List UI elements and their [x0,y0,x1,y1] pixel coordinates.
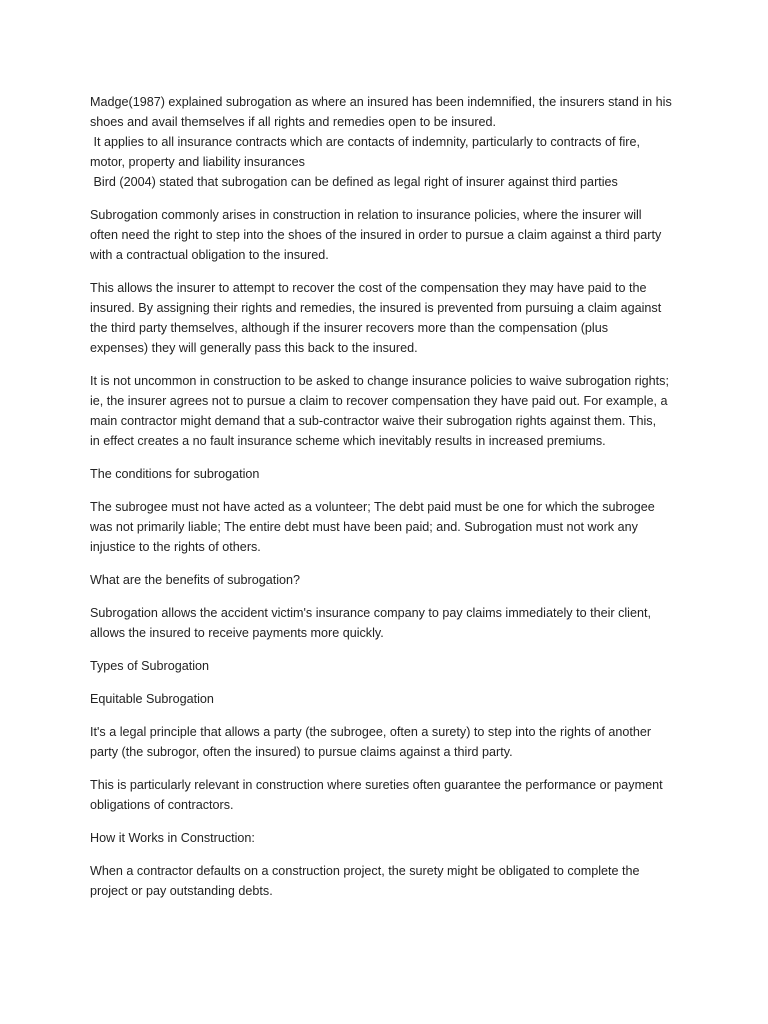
text-line: motor, property and liability insurances [90,155,305,169]
text-line: Bird (2004) stated that subrogation can be defined as legal right of insurer against third parties [90,175,618,189]
paragraph-recovery [90,278,682,358]
text-line: The subrogee must not have acted as a volunteer; The debt paid must be one for which the subrogee [90,500,655,514]
text-line: ie, the insurer agrees not to pursue a claim to recover compensation they have paid out. For example, a [90,394,668,408]
text-line: Subrogation allows the accident victim's insurance company to pay claims immediately to their client, [90,606,651,620]
paragraph-benefits [90,603,682,643]
text-line: Madge(1987) explained subrogation as where an insured has been indemnified, the insurers stand in his [90,95,672,109]
text-line: This allows the insurer to attempt to recover the cost of the compensation they may have paid to the [90,281,647,295]
text-line: project or pay outstanding debts. [90,884,273,898]
text-line: injustice to the rights of others. [90,540,261,554]
text-line: allows the insured to receive payments more quickly. [90,626,384,640]
heading-equitable [90,689,682,709]
heading-how-it-works [90,828,682,848]
text-line: insured. By assigning their rights and remedies, the insured is prevented from pursuing a claim against [90,301,662,315]
text-line: obligations of contractors. [90,798,234,812]
text-line: in effect creates a no fault insurance scheme which inevitably results in increased premiums. [90,434,606,448]
text-line: main contractor might demand that a sub-contractor waive their subrogation rights against them. This, [90,414,657,428]
document-page [90,92,682,914]
paragraph-conditions [90,497,682,557]
text-line: expenses) they will generally pass this back to the insured. [90,341,418,355]
text-line: This is particularly relevant in construction where sureties often guarantee the performance or payment [90,778,663,792]
heading-conditions [90,464,682,484]
text-line: How it Works in Construction: [90,831,255,845]
paragraph-sureties [90,775,682,815]
text-line: the third party themselves, although if the insurer recovers more than the compensation (plus [90,321,609,335]
text-line: party (the subrogor, often the insured) to pursue claims against a third party. [90,745,513,759]
text-line: shoes and avail themselves if all rights and remedies open to be insured. [90,115,497,129]
paragraph-contractor-default [90,861,682,901]
text-line: was not primarily liable; The entire debt must have been paid; and. Subrogation must not work any [90,520,638,534]
text-line: It's a legal principle that allows a party (the subrogee, often a surety) to step into the rights of another [90,725,652,739]
heading-types [90,656,682,676]
text-line: with a contractual obligation to the insured. [90,248,329,262]
text-line: Subrogation commonly arises in construction in relation to insurance policies, where the insurer will [90,208,642,222]
text-line: The conditions for subrogation [90,467,260,481]
paragraph-madge-definition [90,92,682,192]
text-line: When a contractor defaults on a construction project, the surety might be obligated to complete the [90,864,640,878]
text-line: It applies to all insurance contracts which are contacts of indemnity, particularly to contracts of fire, [90,135,640,149]
heading-benefits [90,570,682,590]
paragraph-equitable-definition [90,722,682,762]
text-line: often need the right to step into the shoes of the insured in order to pursue a claim against a third party [90,228,662,242]
text-line: What are the benefits of subrogation? [90,573,301,587]
paragraph-waive-rights [90,371,682,451]
text-line: Equitable Subrogation [90,692,214,706]
paragraph-construction-context [90,205,682,265]
text-line: It is not uncommon in construction to be asked to change insurance policies to waive subrogation rights; [90,374,669,388]
text-line: Types of Subrogation [90,659,210,673]
